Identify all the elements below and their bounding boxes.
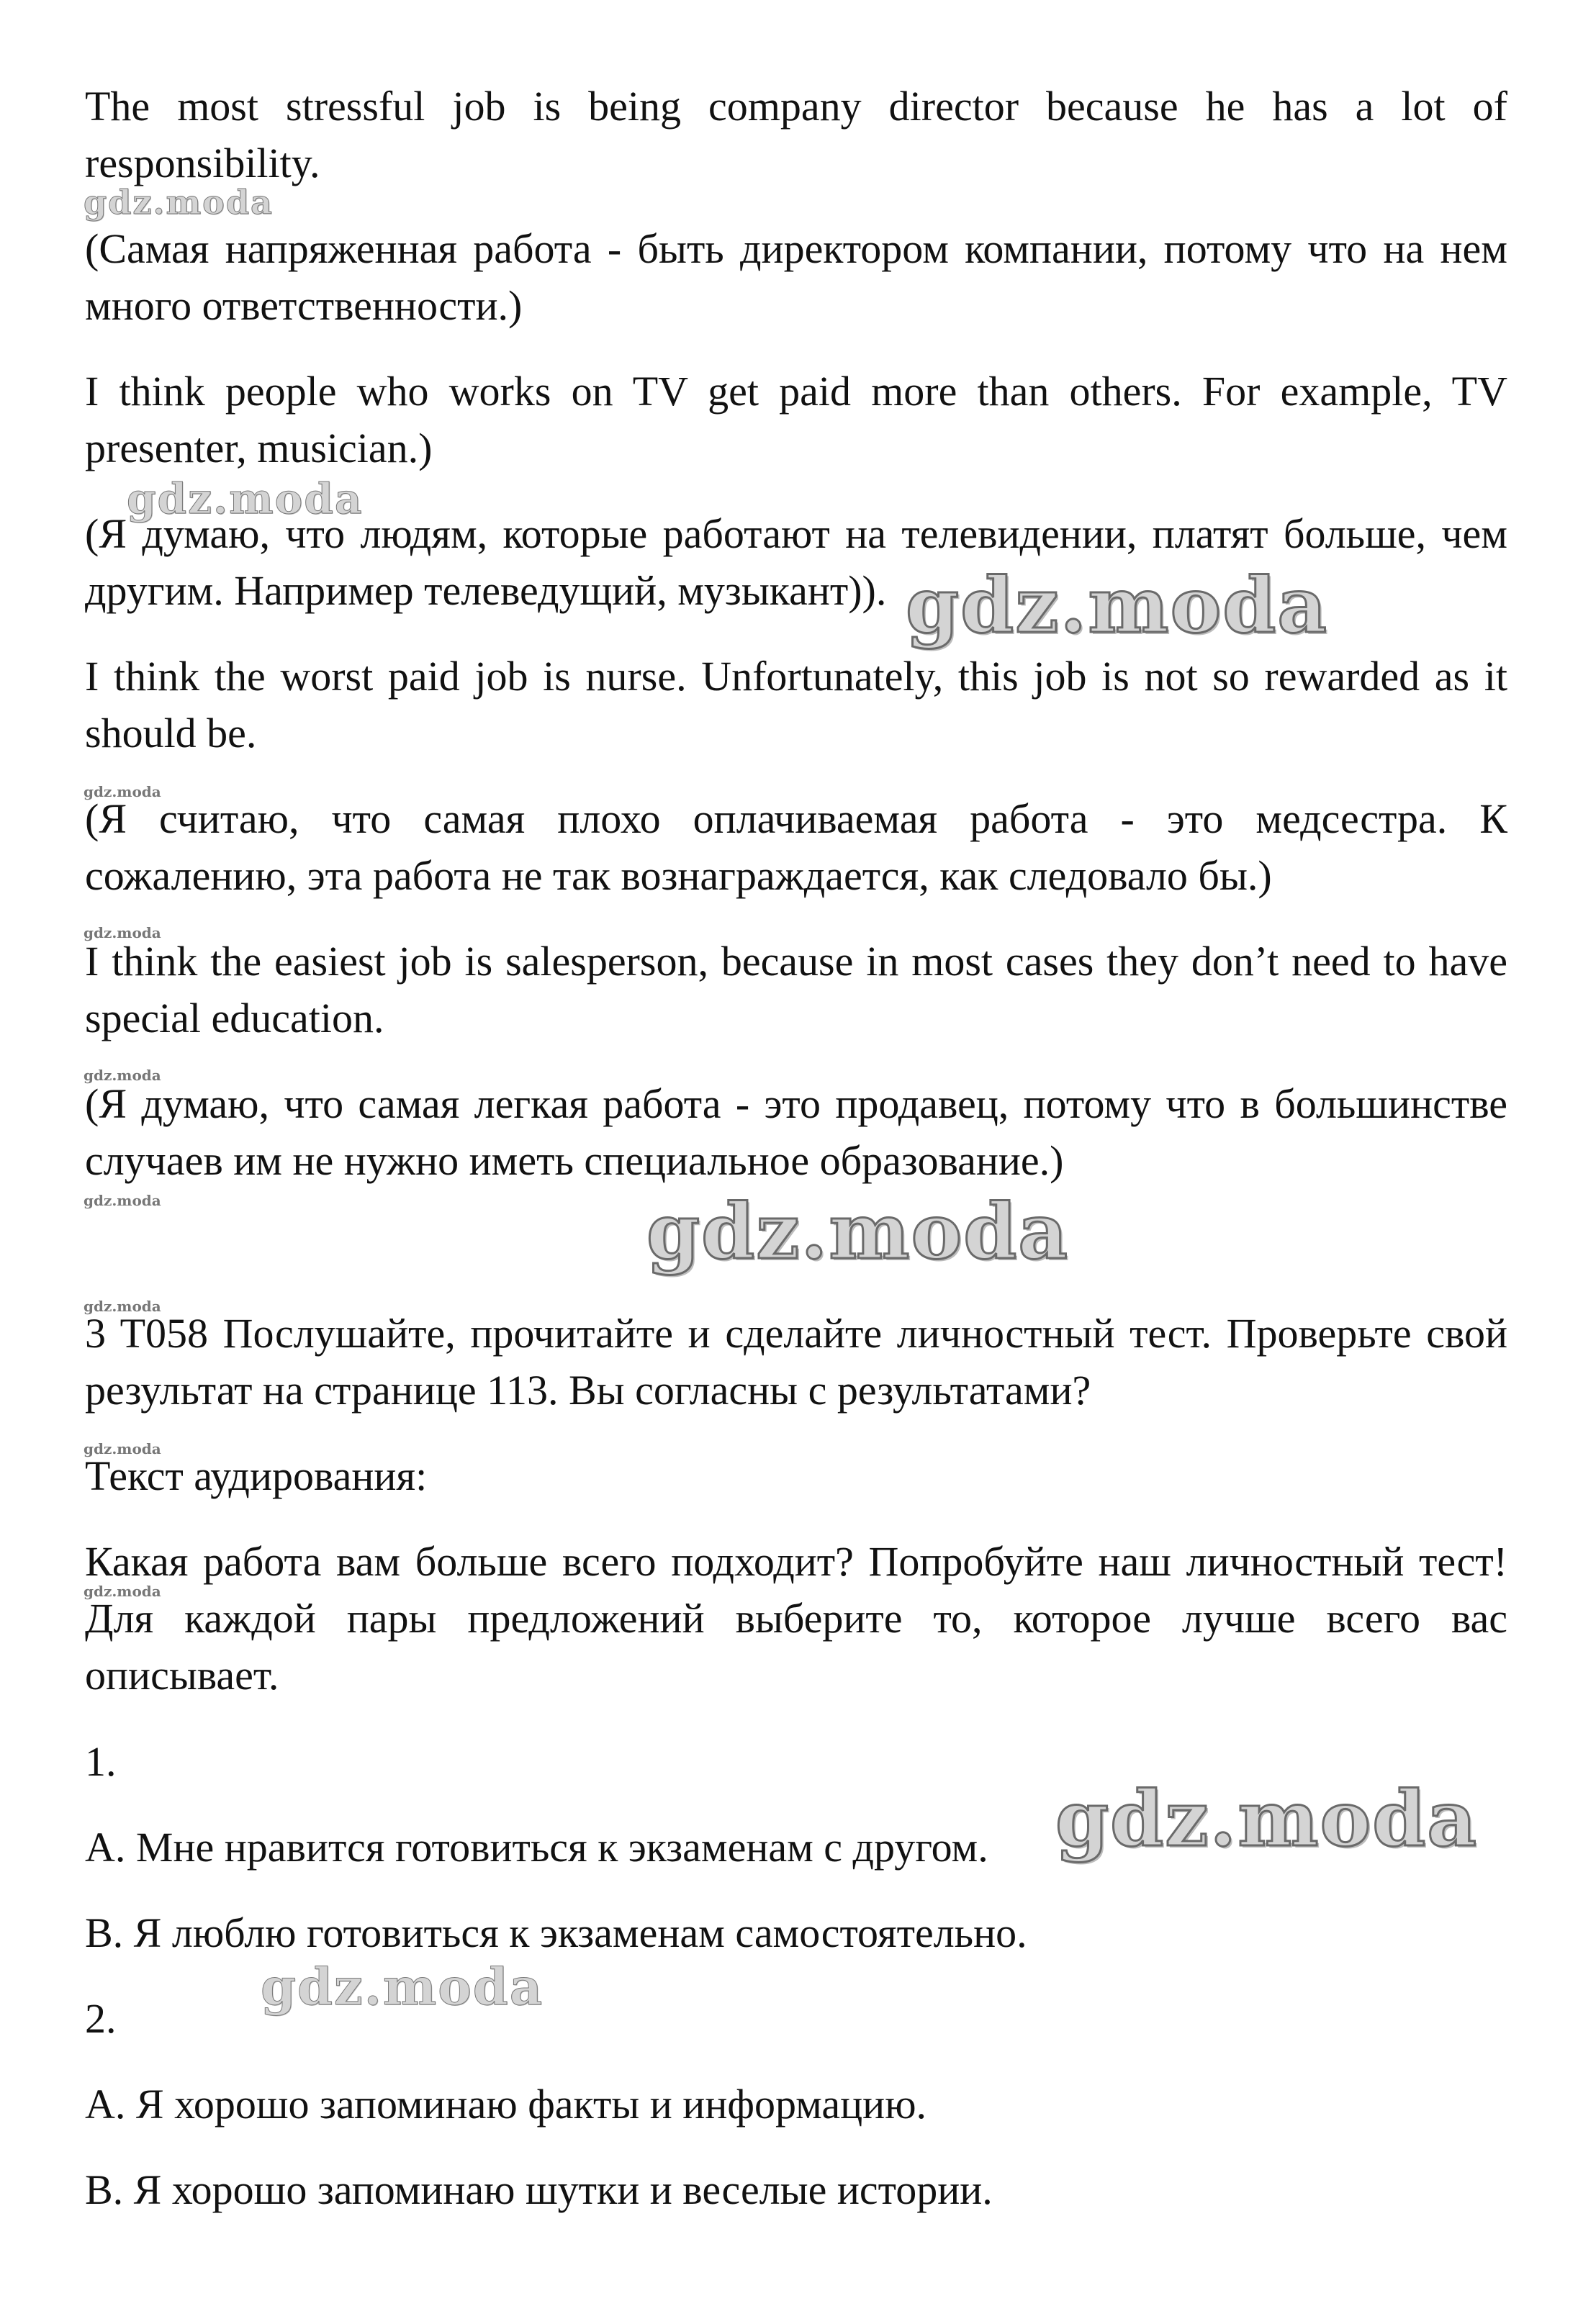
watermark: gdz.moda [646, 1186, 1069, 1276]
paragraph-english-1: The most stressful job is being company director because he has a lot of responsibility. [85, 83, 1507, 186]
watermark: gdz.moda [906, 560, 1328, 650]
watermark: gdz.moda [84, 183, 274, 222]
watermark: gdz.moda [84, 1298, 161, 1315]
paragraph-translation-2: (Я думаю, что людям, которые работают на телевидении, платят больше, чем другим. Например телеведущий, музыкант)). [85, 510, 1507, 614]
question-1-option-b: B. Я люблю готовиться к экзаменам самостоятельно. [85, 1909, 1027, 1956]
watermark: gdz.moda [84, 1440, 161, 1457]
watermark: gdz.moda [84, 1067, 161, 1084]
watermark: gdz.moda [261, 1957, 544, 2017]
watermark: gdz.moda [127, 474, 364, 523]
paragraph-english-3: I think the worst paid job is nurse. Unfortunately, this job is not so rewarded as it should be. [85, 653, 1507, 756]
paragraph-translation-1: (Самая напряженная работа - быть директором компании, потому что на нем много ответственности.) [85, 225, 1507, 329]
question-2-option-a: A. Я хорошо запоминаю факты и информацию. [85, 2081, 927, 2128]
watermark: gdz.moda [1055, 1773, 1478, 1863]
watermark: gdz.moda [84, 783, 161, 800]
watermark: gdz.moda [84, 1192, 161, 1209]
paragraph-english-2: I think people who works on TV get paid more than others. For example, TV presenter, musician.) [85, 368, 1507, 471]
paragraph-translation-4: (Я думаю, что самая легкая работа - это продавец, потому что в большинстве случаев им не нужно иметь специальное образование.) [85, 1080, 1507, 1184]
question-number-2: 2. [85, 1995, 117, 2042]
watermark: gdz.moda [84, 924, 161, 941]
test-intro: Какая работа вам больше всего подходит? Попробуйте наш личностный тест! Для каждой пары предложений выберите то, которое лучше всего вас описывает. [85, 1538, 1507, 1699]
paragraph-english-4: I think the easiest job is salesperson, because in most cases they don’t need to have special education. [85, 938, 1507, 1041]
listening-label: Текст аудирования: [85, 1452, 428, 1499]
exercise-heading: 3 T058 Послушайте, прочитайте и сделайте личностный тест. Проверьте свой результат на странице 113. Вы согласны с результатами? [85, 1310, 1507, 1414]
question-1-option-a: A. Мне нравится готовиться к экзаменам с другом. [85, 1824, 988, 1871]
question-number-1: 1. [85, 1738, 117, 1785]
watermark: gdz.moda [84, 1583, 161, 1600]
paragraph-translation-3: (Я считаю, что самая плохо оплачиваемая работа - это медсестра. К сожалению, эта работа не так вознаграждается, как следовало бы.) [85, 795, 1507, 899]
question-2-option-b: B. Я хорошо запоминаю шутки и веселые истории. [85, 2166, 993, 2213]
